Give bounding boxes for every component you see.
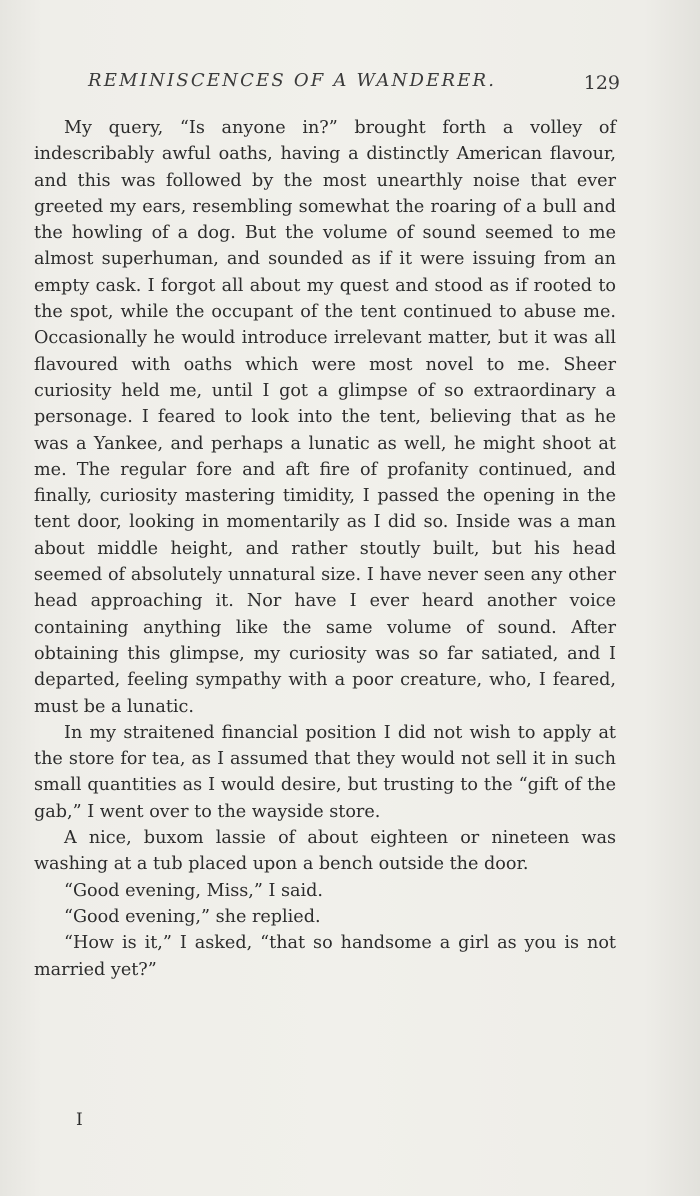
signature-mark: I <box>76 1110 83 1130</box>
paragraph: In my straitened financial position I did not wish to apply at the store for tea, as I assumed that they would not sell it in such small quantities as I would desire, but trusting to the “gift of the gab,” I went over to the wayside store. <box>34 722 616 822</box>
paragraph: “How is it,” I asked, “that so handsome a girl as you is not married yet?” <box>34 933 616 980</box>
body-text <box>34 115 616 983</box>
paragraph: A nice, buxom lassie of about eighteen or nineteen was washing at a tub placed upon a bench outside the door. <box>34 828 616 875</box>
running-head-title: REMINISCENCES OF A WANDERER. <box>88 70 497 91</box>
page-number: 129 <box>583 72 620 94</box>
paragraph: My query, “Is anyone in?” brought forth a volley of indescribably awful oaths, having a distinctly American flavour, and this was followed by the most unearthly noise that ever greeted my ears, resembling somewhat the roaring of a bull and the howling of a dog. But the volume of sound seemed to me almost superhuman, and sounded as if it were issuing from an empty cask. I forgot all about my quest and stood as if rooted to the spot, while the occupant of the tent continued to abuse me. Occasionally he would introduce irrelevant matter, but it was all flavoured with oaths which were most novel to me. Sheer curiosity held me, until I got a glimpse of so extraordinary a personage. I feared to look into the tent, believing that as he was a Yankee, and perhaps a lunatic as well, he might shoot at me. The regular fore and aft fire of profanity continued, and finally, curiosity mastering timidity, I passed the opening in the tent door, looking in momentarily as I did so. Inside was a man about middle height, and rather stoutly built, but his head seemed of absolutely unnatural size. I have never seen any other head approaching it. Nor have I ever heard another voice containing anything like the same volume of sound. After obtaining this glimpse, my curiosity was so far satiated, and I departed, feeling sympathy with a poor creature, who, I feared, must be a lunatic. <box>34 118 616 717</box>
running-head <box>34 70 620 100</box>
paragraph: “Good evening,” she replied. <box>64 906 321 927</box>
paragraph: “Good evening, Miss,” I said. <box>64 880 324 901</box>
